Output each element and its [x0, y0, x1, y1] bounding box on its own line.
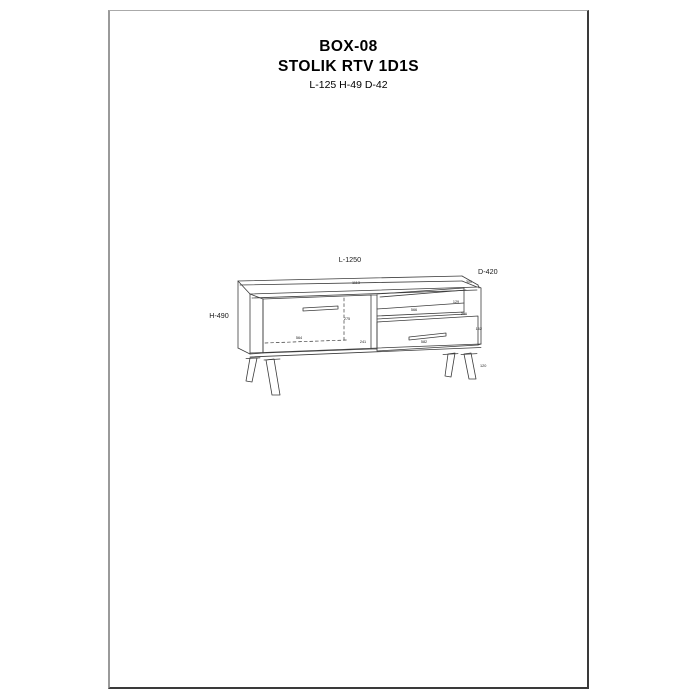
detail-niche-side-height: 129	[452, 300, 460, 304]
door-interior-dashed-lines	[265, 298, 347, 343]
detail-door-interior-height: 275	[343, 317, 351, 321]
leg-back-left	[246, 358, 257, 382]
height-dimension-label: H-490	[209, 311, 229, 320]
product-dimensions-summary: L-125 H-49 D-42	[309, 79, 388, 91]
door-panel	[263, 295, 371, 353]
detail-door-width: 564	[295, 336, 303, 340]
detail-back-rail-end: 300	[465, 280, 473, 284]
depth-dimension-label: D-420	[478, 267, 498, 276]
product-name: STOLIK RTV 1D1S	[278, 58, 419, 75]
door-handle	[303, 306, 338, 311]
left-side-panel	[238, 281, 263, 354]
top-panel	[238, 276, 479, 298]
detail-niche-width: 566	[410, 308, 418, 312]
bottom-panel	[250, 344, 481, 357]
detail-drawer-side-height: 162	[475, 327, 482, 331]
product-code: BOX-08	[319, 38, 378, 55]
leg-back-right	[445, 353, 455, 377]
detail-divider-side: 201	[460, 312, 468, 316]
drawer-handle	[409, 333, 446, 340]
right-side-panel	[475, 287, 482, 345]
legs	[246, 353, 477, 395]
length-dimension-label: L-1250	[338, 255, 362, 264]
detail-drawer-width: 582	[420, 340, 428, 344]
leg-front-left	[266, 359, 280, 395]
center-divider	[371, 295, 377, 349]
detail-top-inner-width: 1113	[352, 281, 360, 285]
leg-front-right	[464, 353, 476, 379]
detail-leg-height: 120	[480, 364, 487, 368]
detail-door-corner: 241	[359, 340, 367, 344]
